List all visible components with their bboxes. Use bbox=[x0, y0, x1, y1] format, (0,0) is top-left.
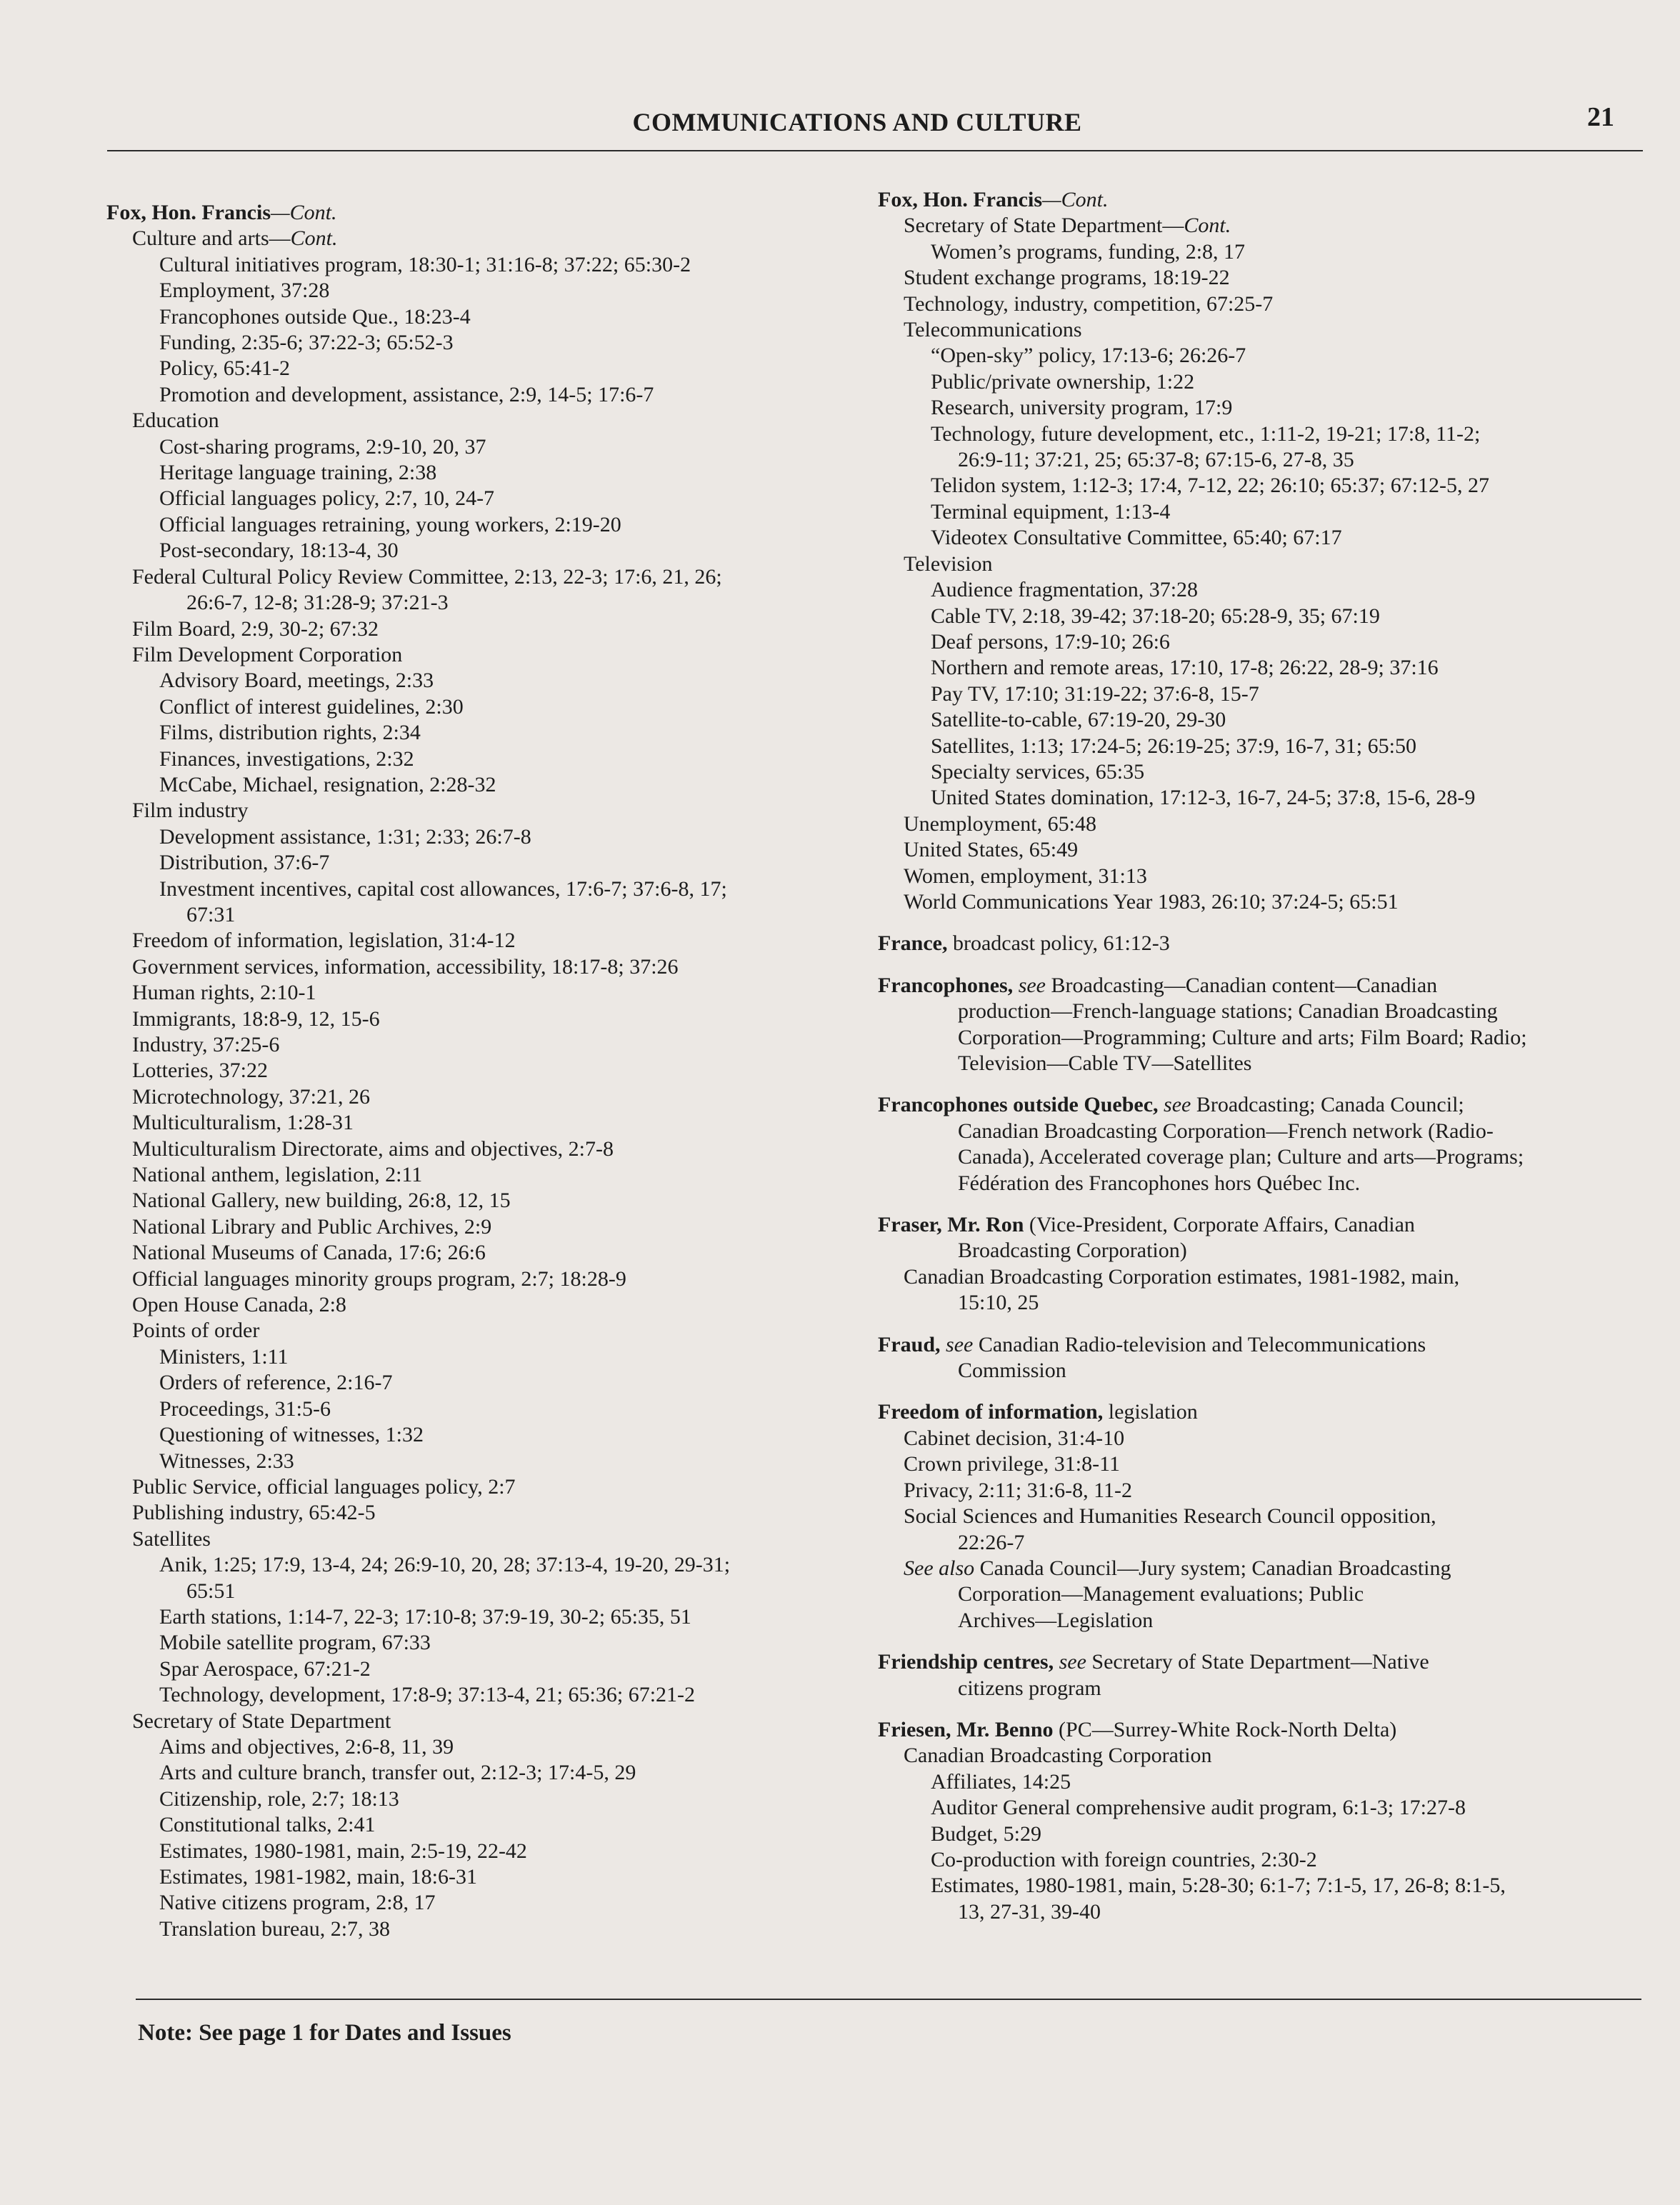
entry-italic-text: see bbox=[1158, 1093, 1191, 1117]
entry-text: 15:10, 25 bbox=[958, 1291, 1039, 1315]
entry-name: Freedom of information, bbox=[878, 1400, 1104, 1424]
entry-text: Social Sciences and Humanities Research Council opposition, bbox=[904, 1504, 1436, 1529]
index-entry-line bbox=[106, 642, 730, 668]
entry-text: United States, 65:49 bbox=[904, 838, 1079, 862]
entry-text: Specialty services, 65:35 bbox=[931, 759, 1145, 784]
index-entry-line bbox=[878, 1821, 1527, 1847]
entry-text: Estimates, 1980-1981, main, 5:28-30; 6:1-7; 7:1-5, 17, 26-8; 8:1-5, bbox=[931, 1874, 1506, 1898]
entry-text: Culture and arts— bbox=[132, 226, 291, 251]
index-entry-line bbox=[106, 356, 730, 381]
entry-text: Canadian Broadcasting Corporation bbox=[904, 1744, 1212, 1768]
index-entry-line bbox=[106, 460, 730, 486]
index-entry-line bbox=[106, 616, 730, 642]
entry-text: Multiculturalism, 1:28-31 bbox=[132, 1111, 354, 1135]
entry-text: Satellites bbox=[132, 1526, 211, 1551]
entry-text: Lotteries, 37:22 bbox=[132, 1059, 268, 1083]
entry-name: Fox, Hon. Francis bbox=[878, 188, 1042, 211]
entry-text: Investment incentives, capital cost allowances, 17:6-7; 37:6-8, 17; bbox=[159, 876, 727, 901]
entry-text: Commission bbox=[958, 1359, 1066, 1383]
index-entry-line bbox=[106, 1864, 730, 1890]
index-entry-line bbox=[106, 590, 730, 616]
entry-text: Public Service, official languages policy, 2:7 bbox=[132, 1474, 516, 1499]
index-entry-line bbox=[878, 889, 1527, 915]
index-entry-heading bbox=[106, 200, 730, 226]
entry-text: Corporation—Programming; Culture and arts; Film Board; Radio; bbox=[958, 1025, 1527, 1049]
index-entry-line bbox=[878, 239, 1527, 265]
index-entry-line bbox=[106, 1760, 730, 1786]
index-entry-line bbox=[106, 538, 730, 564]
entry-text: Secretary of State Department—Native bbox=[1086, 1650, 1429, 1674]
entry-text: Videotex Consultative Committee, 65:40; 67:17 bbox=[931, 526, 1342, 550]
entry-text: Secretary of State Department— bbox=[904, 214, 1184, 238]
entry-text: (Vice-President, Corporate Affairs, Canadian bbox=[1024, 1213, 1415, 1237]
index-entry-line bbox=[878, 551, 1527, 577]
entry-name: Friendship centres, bbox=[878, 1650, 1054, 1674]
entry-text: Promotion and development, assistance, 2:9, 14-5; 17:6-7 bbox=[159, 382, 654, 406]
index-entry-line bbox=[106, 668, 730, 694]
index-entry-line bbox=[106, 1188, 730, 1214]
entry-text: production—French-language stations; Canadian Broadcasting bbox=[958, 999, 1498, 1024]
entry-text: Human rights, 2:10-1 bbox=[132, 981, 316, 1005]
entry-text: Film Development Corporation bbox=[132, 642, 403, 666]
entry-text: National anthem, legislation, 2:11 bbox=[132, 1163, 423, 1187]
index-entry-line bbox=[106, 1370, 730, 1396]
entry-text: Northern and remote areas, 17:10, 17-8; 26:22, 28-9; 37:16 bbox=[931, 656, 1439, 680]
index-entry-line bbox=[878, 447, 1527, 473]
index-entry-line bbox=[106, 1344, 730, 1370]
entry-text: 26:6-7, 12-8; 31:28-9; 37:21-3 bbox=[186, 591, 449, 615]
index-entry-line bbox=[878, 1119, 1527, 1144]
entry-text: Television—Cable TV—Satellites bbox=[958, 1051, 1252, 1075]
index-entry-heading bbox=[878, 1399, 1527, 1425]
index-entry-line bbox=[106, 304, 730, 330]
index-entry-line bbox=[878, 1873, 1527, 1899]
entry-text: Television bbox=[904, 551, 993, 576]
entry-text: Canada), Accelerated coverage plan; Culture and arts—Programs; bbox=[958, 1145, 1524, 1169]
index-entry-heading bbox=[878, 973, 1527, 999]
entry-text: Student exchange programs, 18:19-22 bbox=[904, 266, 1230, 290]
entry-italic-text: —Cont. bbox=[1042, 188, 1109, 211]
index-entry-line bbox=[106, 1682, 730, 1708]
index-entry-line bbox=[878, 473, 1527, 499]
index-entry-line bbox=[106, 1240, 730, 1266]
entry-spacer bbox=[878, 1196, 1527, 1212]
index-entry-line bbox=[878, 1769, 1527, 1795]
entry-text: Fédération des Francophones hors Québec Inc. bbox=[958, 1171, 1361, 1195]
index-entry-line bbox=[106, 330, 730, 356]
index-entry-line bbox=[878, 1795, 1527, 1821]
index-entry-line bbox=[878, 837, 1527, 863]
index-entry-line bbox=[878, 785, 1527, 811]
entry-text: Public/private ownership, 1:22 bbox=[931, 369, 1195, 394]
entry-text: Post-secondary, 18:13-4, 30 bbox=[159, 539, 399, 563]
index-entry-line bbox=[878, 759, 1527, 785]
entry-text: Broadcasting; Canada Council; bbox=[1191, 1093, 1464, 1117]
index-entry-line bbox=[106, 1890, 730, 1916]
index-entry-heading bbox=[878, 1717, 1527, 1743]
entry-text: Open House Canada, 2:8 bbox=[132, 1293, 346, 1317]
index-entry-line bbox=[106, 902, 730, 928]
page-number: 21 bbox=[1587, 102, 1614, 132]
index-entry-line bbox=[878, 1608, 1527, 1634]
index-entry-line bbox=[878, 999, 1527, 1024]
index-entry-line bbox=[878, 317, 1527, 343]
entry-text: Ministers, 1:11 bbox=[159, 1344, 289, 1369]
index-entry-line bbox=[106, 1136, 730, 1162]
entry-text: United States domination, 17:12-3, 16-7, 24-5; 37:8, 15-6, 28-9 bbox=[931, 786, 1476, 810]
index-entry-line bbox=[106, 1786, 730, 1812]
entry-text: Development assistance, 1:31; 2:33; 26:7-8 bbox=[159, 824, 531, 849]
entry-name: Francophones outside Quebec, bbox=[878, 1093, 1159, 1117]
entry-text: Anik, 1:25; 17:9, 13-4, 24; 26:9-10, 20, 28; 37:13-4, 19-20, 29-31; bbox=[159, 1553, 731, 1577]
index-entry-line bbox=[878, 655, 1527, 681]
index-entry-line bbox=[106, 226, 730, 251]
index-entry-line bbox=[106, 486, 730, 511]
entry-text: Questioning of witnesses, 1:32 bbox=[159, 1423, 424, 1447]
entry-spacer bbox=[878, 1316, 1527, 1332]
entry-italic-text: see bbox=[1013, 973, 1046, 997]
entry-name: Friesen, Mr. Benno bbox=[878, 1717, 1054, 1741]
entry-text: Canadian Radio-television and Telecommunications bbox=[973, 1332, 1426, 1356]
index-entry-line bbox=[878, 1451, 1527, 1477]
footer-rule bbox=[136, 1999, 1641, 2000]
entry-text: Technology, development, 17:8-9; 37:13-4, 21; 65:36; 67:21-2 bbox=[159, 1683, 696, 1707]
index-entry-line bbox=[106, 824, 730, 850]
index-entry-line bbox=[878, 1358, 1527, 1384]
index-entry-line bbox=[106, 928, 730, 954]
entry-italic-text: see bbox=[1054, 1650, 1086, 1674]
entry-italic-text: Cont. bbox=[290, 226, 338, 251]
index-entry-line bbox=[878, 811, 1527, 837]
entry-spacer bbox=[878, 1634, 1527, 1649]
entry-text: Francophones outside Que., 18:23-4 bbox=[159, 304, 471, 329]
entry-text: Publishing industry, 65:42-5 bbox=[132, 1501, 376, 1525]
index-entry-line bbox=[106, 1709, 730, 1734]
index-entry-line bbox=[106, 1214, 730, 1240]
entry-text: Official languages minority groups program, 2:7; 18:28-9 bbox=[132, 1266, 626, 1291]
entry-text: Orders of reference, 2:16-7 bbox=[159, 1371, 393, 1395]
entry-text: Microtechnology, 37:21, 26 bbox=[132, 1084, 371, 1109]
entry-text: Official languages policy, 2:7, 10, 24-7 bbox=[159, 486, 495, 511]
index-entry-line bbox=[106, 564, 730, 590]
entry-text: National Gallery, new building, 26:8, 12, 15 bbox=[132, 1189, 511, 1213]
index-entry-heading bbox=[878, 1212, 1527, 1238]
index-entry-line bbox=[878, 1264, 1527, 1290]
index-entry-heading bbox=[878, 1649, 1527, 1675]
index-entry-line bbox=[106, 980, 730, 1006]
entry-text: Telidon system, 1:12-3; 17:4, 7-12, 22; 26:10; 65:37; 67:12-5, 27 bbox=[931, 474, 1490, 498]
index-entry-line bbox=[106, 1734, 730, 1760]
index-entry-line bbox=[878, 1581, 1527, 1607]
index-entry-line bbox=[106, 954, 730, 980]
index-entry-line bbox=[106, 512, 730, 538]
index-entry-line bbox=[106, 1422, 730, 1448]
entry-text: Privacy, 2:11; 31:6-8, 11-2 bbox=[904, 1478, 1132, 1502]
entry-text: Government services, information, accessibility, 18:17-8; 37:26 bbox=[132, 954, 679, 979]
index-entry-line bbox=[878, 864, 1527, 889]
entry-text: Earth stations, 1:14-7, 22-3; 17:10-8; 37:9-19, 30-2; 65:35, 51 bbox=[159, 1604, 691, 1629]
entry-text: Budget, 5:29 bbox=[931, 1821, 1041, 1846]
entry-text: 67:31 bbox=[186, 902, 236, 926]
entry-text: Mobile satellite program, 67:33 bbox=[159, 1631, 431, 1655]
entry-text: Native citizens program, 2:8, 17 bbox=[159, 1891, 436, 1915]
entry-text: 26:9-11; 37:21, 25; 65:37-8; 67:15-6, 27-8, 35 bbox=[958, 448, 1354, 472]
entry-text: Telecommunications bbox=[904, 318, 1082, 342]
index-entry-heading bbox=[878, 931, 1527, 956]
index-entry-line bbox=[106, 1449, 730, 1474]
page-title: COMMUNICATIONS AND CULTURE bbox=[632, 108, 1082, 136]
index-entry-line bbox=[106, 408, 730, 434]
index-entry-line bbox=[878, 1556, 1527, 1581]
footer-note: Note: See page 1 for Dates and Issues bbox=[138, 2020, 511, 2046]
index-entry-line bbox=[878, 629, 1527, 655]
entry-text: Funding, 2:35-6; 37:22-3; 65:52-3 bbox=[159, 331, 454, 355]
entry-text: Archives—Legislation bbox=[958, 1608, 1154, 1632]
entry-text: Canada Council—Jury system; Canadian Broadcasting bbox=[974, 1556, 1451, 1580]
entry-name: Francophones, bbox=[878, 973, 1014, 997]
index-entry-line bbox=[106, 1006, 730, 1032]
index-entry-line bbox=[878, 499, 1527, 525]
entry-text: Technology, future development, etc., 1:11-2, 19-21; 17:8, 11-2; bbox=[931, 421, 1481, 446]
entry-text: (PC—Surrey-White Rock-North Delta) bbox=[1053, 1717, 1397, 1741]
index-entry-line bbox=[106, 1110, 730, 1136]
entry-text: Cost-sharing programs, 2:9-10, 20, 37 bbox=[159, 434, 486, 459]
entry-text: Film Board, 2:9, 30-2; 67:32 bbox=[132, 616, 379, 641]
index-entry-line bbox=[878, 1051, 1527, 1076]
entry-text: Conflict of interest guidelines, 2:30 bbox=[159, 694, 464, 719]
entry-text: Auditor General comprehensive audit program, 6:1-3; 17:27-8 bbox=[931, 1796, 1466, 1820]
entry-text: Freedom of information, legislation, 31:4-12 bbox=[132, 929, 516, 953]
index-entry-line bbox=[106, 1500, 730, 1526]
entry-text: Constitutional talks, 2:41 bbox=[159, 1813, 376, 1837]
index-entry-line bbox=[106, 1604, 730, 1630]
entry-text: Employment, 37:28 bbox=[159, 279, 330, 303]
entry-text: Spar Aerospace, 67:21-2 bbox=[159, 1656, 371, 1681]
entry-text: Terminal equipment, 1:13-4 bbox=[931, 499, 1171, 524]
index-entry-line bbox=[878, 525, 1527, 551]
entry-text: Pay TV, 17:10; 31:19-22; 37:6-8, 15-7 bbox=[931, 681, 1259, 706]
entry-text: Audience fragmentation, 37:28 bbox=[931, 578, 1199, 602]
entry-text: Films, distribution rights, 2:34 bbox=[159, 721, 421, 745]
index-entry-line bbox=[106, 798, 730, 824]
entry-text: World Communications Year 1983, 26:10; 37:24-5; 65:51 bbox=[904, 889, 1399, 914]
index-entry-line bbox=[878, 369, 1527, 395]
index-entry-line bbox=[878, 681, 1527, 707]
entry-text: legislation bbox=[1103, 1400, 1198, 1424]
index-entry-line bbox=[106, 746, 730, 772]
index-entry-line bbox=[106, 434, 730, 460]
entry-text: Education bbox=[132, 409, 219, 433]
entry-text: Multiculturalism Directorate, aims and objectives, 2:7-8 bbox=[132, 1136, 614, 1161]
entry-text: Estimates, 1980-1981, main, 2:5-19, 22-42 bbox=[159, 1839, 527, 1863]
index-entry-line bbox=[106, 1162, 730, 1188]
entry-spacer bbox=[878, 957, 1527, 973]
entry-name: Fraud, bbox=[878, 1332, 941, 1356]
index-entry-line bbox=[878, 1530, 1527, 1556]
index-column-left bbox=[106, 200, 730, 1942]
index-entry-line bbox=[106, 1292, 730, 1318]
index-entry-line bbox=[878, 707, 1527, 733]
index-entry-line bbox=[878, 1144, 1527, 1170]
entry-text: 22:26-7 bbox=[958, 1530, 1025, 1554]
index-entry-line bbox=[106, 876, 730, 902]
index-entry-line bbox=[106, 1579, 730, 1604]
index-entry-line bbox=[106, 850, 730, 876]
index-entry-line bbox=[106, 1526, 730, 1552]
index-entry-line bbox=[106, 1032, 730, 1058]
entry-name: Fraser, Mr. Ron bbox=[878, 1213, 1024, 1237]
entry-text: Citizenship, role, 2:7; 18:13 bbox=[159, 1786, 399, 1811]
entry-text: Research, university program, 17:9 bbox=[931, 396, 1233, 420]
entry-italic-text: —Cont. bbox=[271, 201, 337, 224]
entry-text: Affiliates, 14:25 bbox=[931, 1769, 1071, 1794]
entry-text: 65:51 bbox=[186, 1579, 236, 1603]
entry-text: Proceedings, 31:5-6 bbox=[159, 1396, 331, 1421]
index-entry-line bbox=[106, 720, 730, 746]
entry-text: Women’s programs, funding, 2:8, 17 bbox=[931, 239, 1246, 264]
index-entry-heading bbox=[878, 187, 1527, 213]
index-entry-line bbox=[106, 772, 730, 798]
index-entry-line bbox=[106, 1916, 730, 1942]
index-entry-line bbox=[106, 1812, 730, 1838]
entry-text: Official languages retraining, young workers, 2:19-20 bbox=[159, 512, 621, 536]
entry-text: Industry, 37:25-6 bbox=[132, 1033, 280, 1056]
index-entry-line bbox=[878, 1504, 1527, 1529]
entry-text: Cultural initiatives program, 18:30-1; 31:16-8; 37:22; 65:30-2 bbox=[159, 252, 691, 276]
entry-text: Federal Cultural Policy Review Committee, 2:13, 22-3; 17:6, 21, 26; bbox=[132, 564, 722, 589]
entry-text: McCabe, Michael, resignation, 2:28-32 bbox=[159, 772, 496, 796]
entry-text: Estimates, 1981-1982, main, 18:6-31 bbox=[159, 1865, 477, 1889]
entry-text: Translation bureau, 2:7, 38 bbox=[159, 1916, 391, 1941]
index-entry-line bbox=[106, 1552, 730, 1578]
index-entry-line bbox=[878, 604, 1527, 629]
entry-text: Cable TV, 2:18, 39-42; 37:18-20; 65:28-9, 35; 67:19 bbox=[931, 604, 1380, 628]
entry-text: Witnesses, 2:33 bbox=[159, 1449, 294, 1473]
index-entry-line bbox=[878, 1171, 1527, 1196]
entry-text: Co-production with foreign countries, 2:30-2 bbox=[931, 1847, 1317, 1871]
entry-text: Immigrants, 18:8-9, 12, 15-6 bbox=[132, 1006, 380, 1031]
index-entry-line bbox=[878, 395, 1527, 421]
entry-text: Policy, 65:41-2 bbox=[159, 356, 291, 381]
entry-text: Arts and culture branch, transfer out, 2:12-3; 17:4-5, 29 bbox=[159, 1761, 636, 1785]
header-rule bbox=[107, 150, 1643, 151]
index-entry-line bbox=[106, 1839, 730, 1864]
index-entry-line bbox=[878, 265, 1527, 291]
index-entry-line bbox=[106, 694, 730, 720]
entry-italic-text: see bbox=[940, 1332, 974, 1356]
entry-text: National Library and Public Archives, 2:9 bbox=[132, 1214, 492, 1239]
index-entry-line bbox=[106, 1656, 730, 1682]
index-column-right bbox=[878, 187, 1527, 1925]
entry-text: Secretary of State Department bbox=[132, 1709, 391, 1733]
index-entry-line bbox=[106, 1396, 730, 1422]
entry-text: Points of order bbox=[132, 1319, 260, 1343]
entry-text: Heritage language training, 2:38 bbox=[159, 461, 437, 485]
index-entry-line bbox=[878, 1238, 1527, 1264]
entry-text: broadcast policy, 61:12-3 bbox=[947, 931, 1170, 956]
index-entry-heading bbox=[878, 1332, 1527, 1358]
index-entry-line bbox=[878, 1743, 1527, 1769]
entry-italic-text: See also bbox=[904, 1556, 975, 1580]
index-entry-line bbox=[106, 1084, 730, 1110]
entry-text: Corporation—Management evaluations; Public bbox=[958, 1582, 1364, 1606]
entry-text: Women, employment, 31:13 bbox=[904, 864, 1147, 888]
index-entry-line bbox=[878, 1899, 1527, 1925]
entry-text: Broadcasting—Canadian content—Canadian bbox=[1046, 973, 1438, 997]
entry-text: National Museums of Canada, 17:6; 26:6 bbox=[132, 1241, 486, 1265]
entry-text: Crown privilege, 31:8-11 bbox=[904, 1452, 1121, 1476]
entry-text: Technology, industry, competition, 67:25-7 bbox=[904, 291, 1274, 316]
index-entry-line bbox=[878, 1847, 1527, 1873]
index-entry-line bbox=[878, 213, 1527, 239]
entry-spacer bbox=[878, 1076, 1527, 1092]
entry-italic-text: Cont. bbox=[1184, 214, 1231, 238]
entry-spacer bbox=[878, 1701, 1527, 1717]
entry-text: Finances, investigations, 2:32 bbox=[159, 746, 414, 771]
index-entry-line bbox=[878, 1290, 1527, 1316]
index-entry-line bbox=[878, 577, 1527, 603]
index-entry-line bbox=[106, 1630, 730, 1656]
index-entry-line bbox=[878, 1478, 1527, 1504]
entry-text: citizens program bbox=[958, 1676, 1101, 1700]
entry-text: Deaf persons, 17:9-10; 26:6 bbox=[931, 629, 1170, 654]
entry-text: Cabinet decision, 31:4-10 bbox=[904, 1426, 1125, 1450]
index-entry-line bbox=[106, 1318, 730, 1344]
entry-text: Unemployment, 65:48 bbox=[904, 811, 1096, 836]
entry-spacer bbox=[878, 915, 1527, 931]
index-entry-line bbox=[106, 1058, 730, 1084]
entry-text: Canadian Broadcasting Corporation estimates, 1981-1982, main, bbox=[904, 1264, 1460, 1289]
entry-text: Film industry bbox=[132, 799, 249, 823]
index-entry-line bbox=[878, 1025, 1527, 1051]
index-entry-line bbox=[878, 1676, 1527, 1701]
entry-text: “Open-sky” policy, 17:13-6; 26:26-7 bbox=[931, 344, 1246, 368]
index-entry-line bbox=[106, 382, 730, 408]
entry-text: Satellite-to-cable, 67:19-20, 29-30 bbox=[931, 708, 1226, 732]
index-entry-line bbox=[106, 1474, 730, 1500]
entry-text: Satellites, 1:13; 17:24-5; 26:19-25; 37:9, 16-7, 31; 65:50 bbox=[931, 734, 1416, 758]
entry-text: Aims and objectives, 2:6-8, 11, 39 bbox=[159, 1734, 454, 1759]
index-entry-line bbox=[106, 252, 730, 278]
index-entry-line bbox=[878, 734, 1527, 759]
entry-text: Broadcasting Corporation) bbox=[958, 1239, 1187, 1263]
index-entry-heading bbox=[878, 1092, 1527, 1118]
entry-text: Distribution, 37:6-7 bbox=[159, 851, 330, 875]
entry-text: Advisory Board, meetings, 2:33 bbox=[159, 669, 434, 693]
index-entry-line bbox=[878, 1426, 1527, 1451]
index-entry-line bbox=[878, 291, 1527, 317]
index-entry-line bbox=[878, 421, 1527, 447]
index-entry-line bbox=[878, 343, 1527, 369]
entry-name: Fox, Hon. Francis bbox=[106, 201, 271, 224]
index-entry-line bbox=[106, 1266, 730, 1292]
entry-text: Canadian Broadcasting Corporation—French network (Radio- bbox=[958, 1119, 1494, 1143]
entry-name: France, bbox=[878, 931, 948, 956]
entry-spacer bbox=[878, 1384, 1527, 1399]
index-entry-line bbox=[106, 278, 730, 304]
entry-text: 13, 27-31, 39-40 bbox=[958, 1899, 1101, 1924]
